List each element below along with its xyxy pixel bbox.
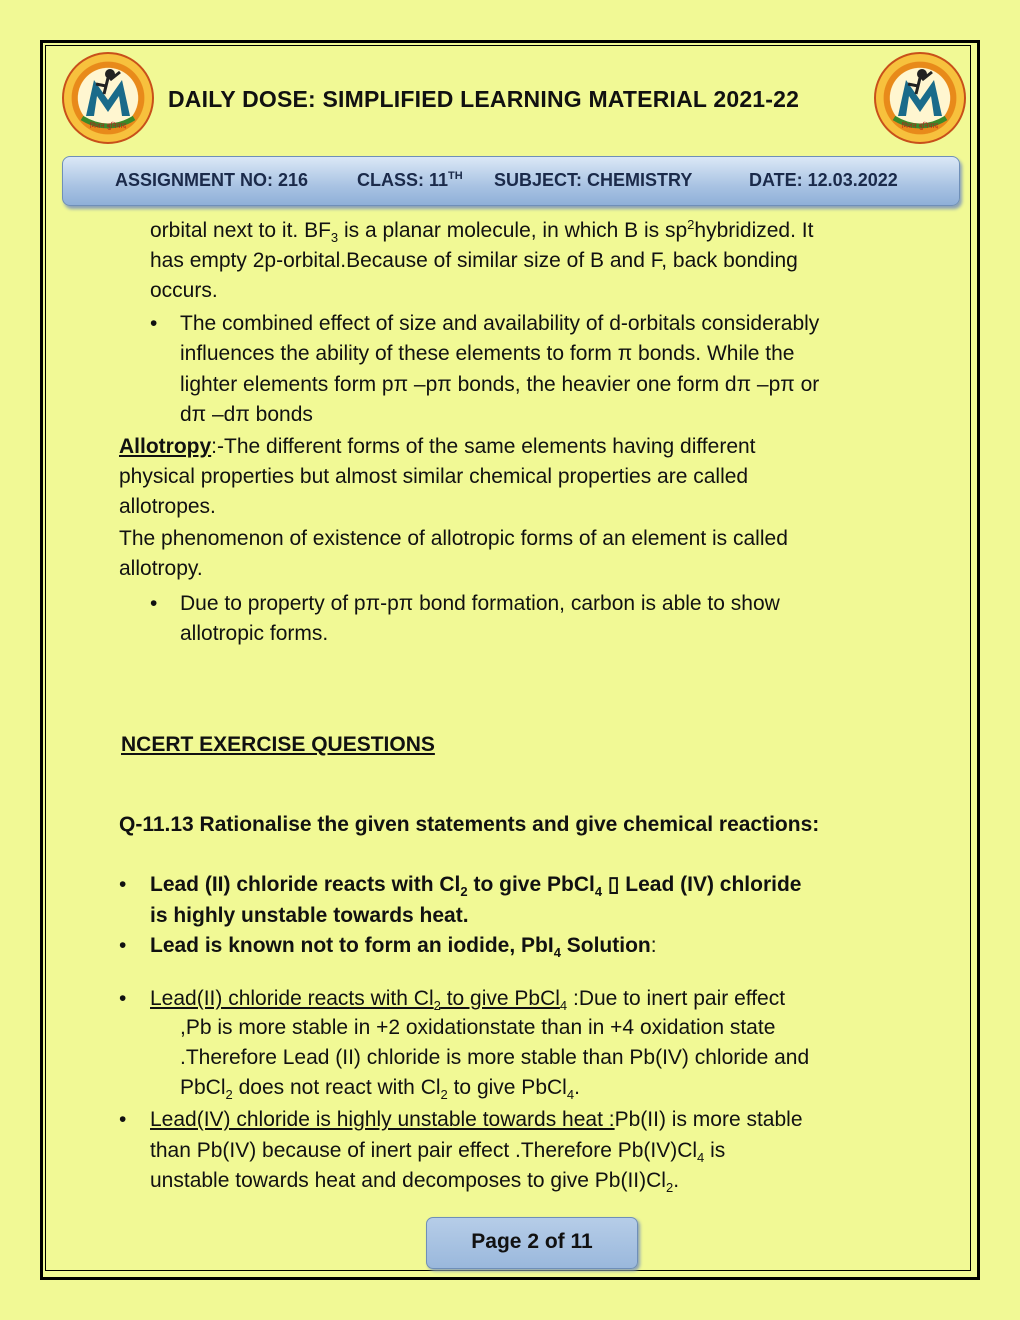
answer-1-line-3: .Therefore Lead (II) chloride is more stable than Pb(IV) chloride and [180, 1046, 810, 1069]
bullet-dot: • [119, 1108, 127, 1131]
pi-bond-line-2: influences the ability of these elements to form π bonds. While the [180, 342, 795, 365]
question-text: Q-11.13 Rationalise the given statements and give chemical reactions: [119, 813, 820, 836]
question-point-1-line-1: Lead (II) chloride reacts with $Cl_2$ to give PbCl$_4$ ▯ Lead (IV) chloride [150, 873, 802, 900]
allotropy-term: Allotropy [119, 435, 212, 458]
pi-bond-line-1: The combined effect of size and availability of d-orbitals considerably [180, 312, 820, 335]
bullet-dot: • [119, 934, 127, 957]
intro-line-3: occurs. [150, 279, 218, 302]
svg-text:मिशन बुनियाद: मिशन बुनियाद [89, 122, 127, 130]
bullet-dot: • [150, 312, 158, 335]
page-number-box [426, 1217, 638, 1269]
answer-1-line-1: Lead(II) chloride reacts with $Cl_2$ to give PbCl$_4$ :Due to inert pair effect [150, 987, 786, 1014]
class-label: CLASS: 11TH [357, 170, 463, 190]
document-title: DAILY DOSE: SIMPLIFIED LEARNING MATERIAL 2021-22 [168, 86, 800, 112]
page-number: Page 2 of 11 [471, 1230, 593, 1253]
allotropy-line-5: allotropy. [119, 557, 203, 580]
allotropy-line-3: allotropes. [119, 495, 216, 518]
question-point-2: Lead is known not to form an iodide, PbI$_4$ Solution: [150, 934, 657, 961]
date-label: DATE: 12.03.2022 [749, 170, 898, 190]
question-point-1-line-2: is highly unstable towards heat. [150, 904, 469, 927]
school-logo-left [62, 52, 154, 144]
answer-1-line-4: PbCl$_2$ does not react with $Cl_2$ to give PbCl$_4$. [180, 1076, 580, 1103]
answer-2-line-3: unstable towards heat and decomposes to give $Pb(II)Cl_2$. [150, 1169, 680, 1196]
bullet-dot: • [150, 592, 158, 615]
answer-1-line-2: ,Pb is more stable in +2 oxidationstate than in +4 oxidation state [180, 1016, 776, 1039]
subject-label: SUBJECT: CHEMISTRY [494, 170, 693, 190]
assignment-number: ASSIGNMENT NO: 216 [115, 170, 309, 190]
svg-text:मिशन बुनियाद: मिशन बुनियाद [901, 122, 939, 130]
allotropy-line-2: physical properties but almost similar chemical properties are called [119, 465, 749, 488]
allotropy-bullet-line-2: allotropic forms. [180, 622, 329, 645]
intro-line-1: orbital next to it. $BF_3$ is a planar molecule, in which B is $sp^2hybridized$. It [150, 217, 814, 246]
allotropy-line-4: The phenomenon of existence of allotropic forms of an element is called [119, 527, 788, 550]
intro-line-2: has empty 2p-orbital.Because of similar size of B and F, back bonding [150, 249, 798, 272]
bullet-dot: • [119, 873, 127, 896]
answer-2-line-2: than Pb(IV) because of inert pair effect .Therefore $Pb(IV)Cl_4$ is [150, 1139, 726, 1166]
school-logo-right [874, 52, 966, 144]
bullet-dot: • [119, 987, 127, 1010]
assignment-banner [62, 156, 960, 206]
pi-bond-line-4: dπ –dπ bonds [180, 403, 313, 426]
pi-bond-line-3: lighter elements form pπ –pπ bonds, the heavier one form dπ –pπ or [180, 373, 820, 396]
allotropy-line-1: Allotropy:-The different forms of the same elements having different [119, 435, 756, 458]
answer-2-line-1: Lead(IV) chloride is highly unstable towards heat :Pb(II) is more stable [150, 1108, 803, 1131]
ncert-heading: NCERT EXERCISE QUESTIONS [121, 733, 435, 756]
allotropy-bullet-line-1: Due to property of pπ-pπ bond formation, carbon is able to show [180, 592, 780, 615]
